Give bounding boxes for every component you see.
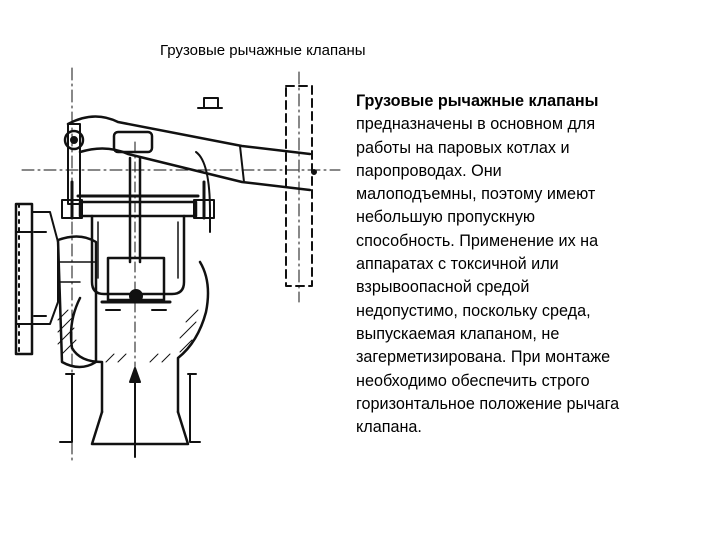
description-line: способность. Применение их на — [356, 231, 599, 250]
inlet-flange — [16, 204, 58, 354]
description-line: небольшую пропускную — [356, 208, 536, 227]
lever-arm — [22, 116, 340, 190]
description-line: паропроводах. Они — [356, 161, 502, 180]
description-line: малоподъемны, поэтому имеют — [356, 185, 596, 204]
section-hatching — [58, 310, 198, 362]
description-line: работы на паровых котлах и — [356, 138, 570, 157]
description-line: загерметизирована. При монтаже — [356, 348, 611, 367]
description-line: аппаратах с токсичной или — [356, 255, 559, 274]
description-line: выпускаемая клапаном, не — [356, 324, 560, 343]
description-line: предназначены в основном для — [356, 115, 596, 134]
valve-disc — [102, 258, 170, 310]
description-line: недопустимо, поскольку среда, — [356, 301, 591, 320]
description-line: необходимо обеспечить строго — [356, 371, 590, 390]
valve-drawing — [10, 62, 350, 474]
lever-guide — [196, 98, 222, 232]
slide-title: Грузовые рычажные клапаны — [160, 42, 366, 59]
description-lead: Грузовые рычажные клапаны — [356, 92, 599, 110]
description-line: клапана. — [356, 418, 422, 437]
description-text — [356, 90, 711, 439]
description-line: горизонтальное положение рычага — [356, 394, 620, 413]
fulcrum-support — [68, 68, 80, 462]
description-line: взрывоопасной средой — [356, 278, 530, 297]
